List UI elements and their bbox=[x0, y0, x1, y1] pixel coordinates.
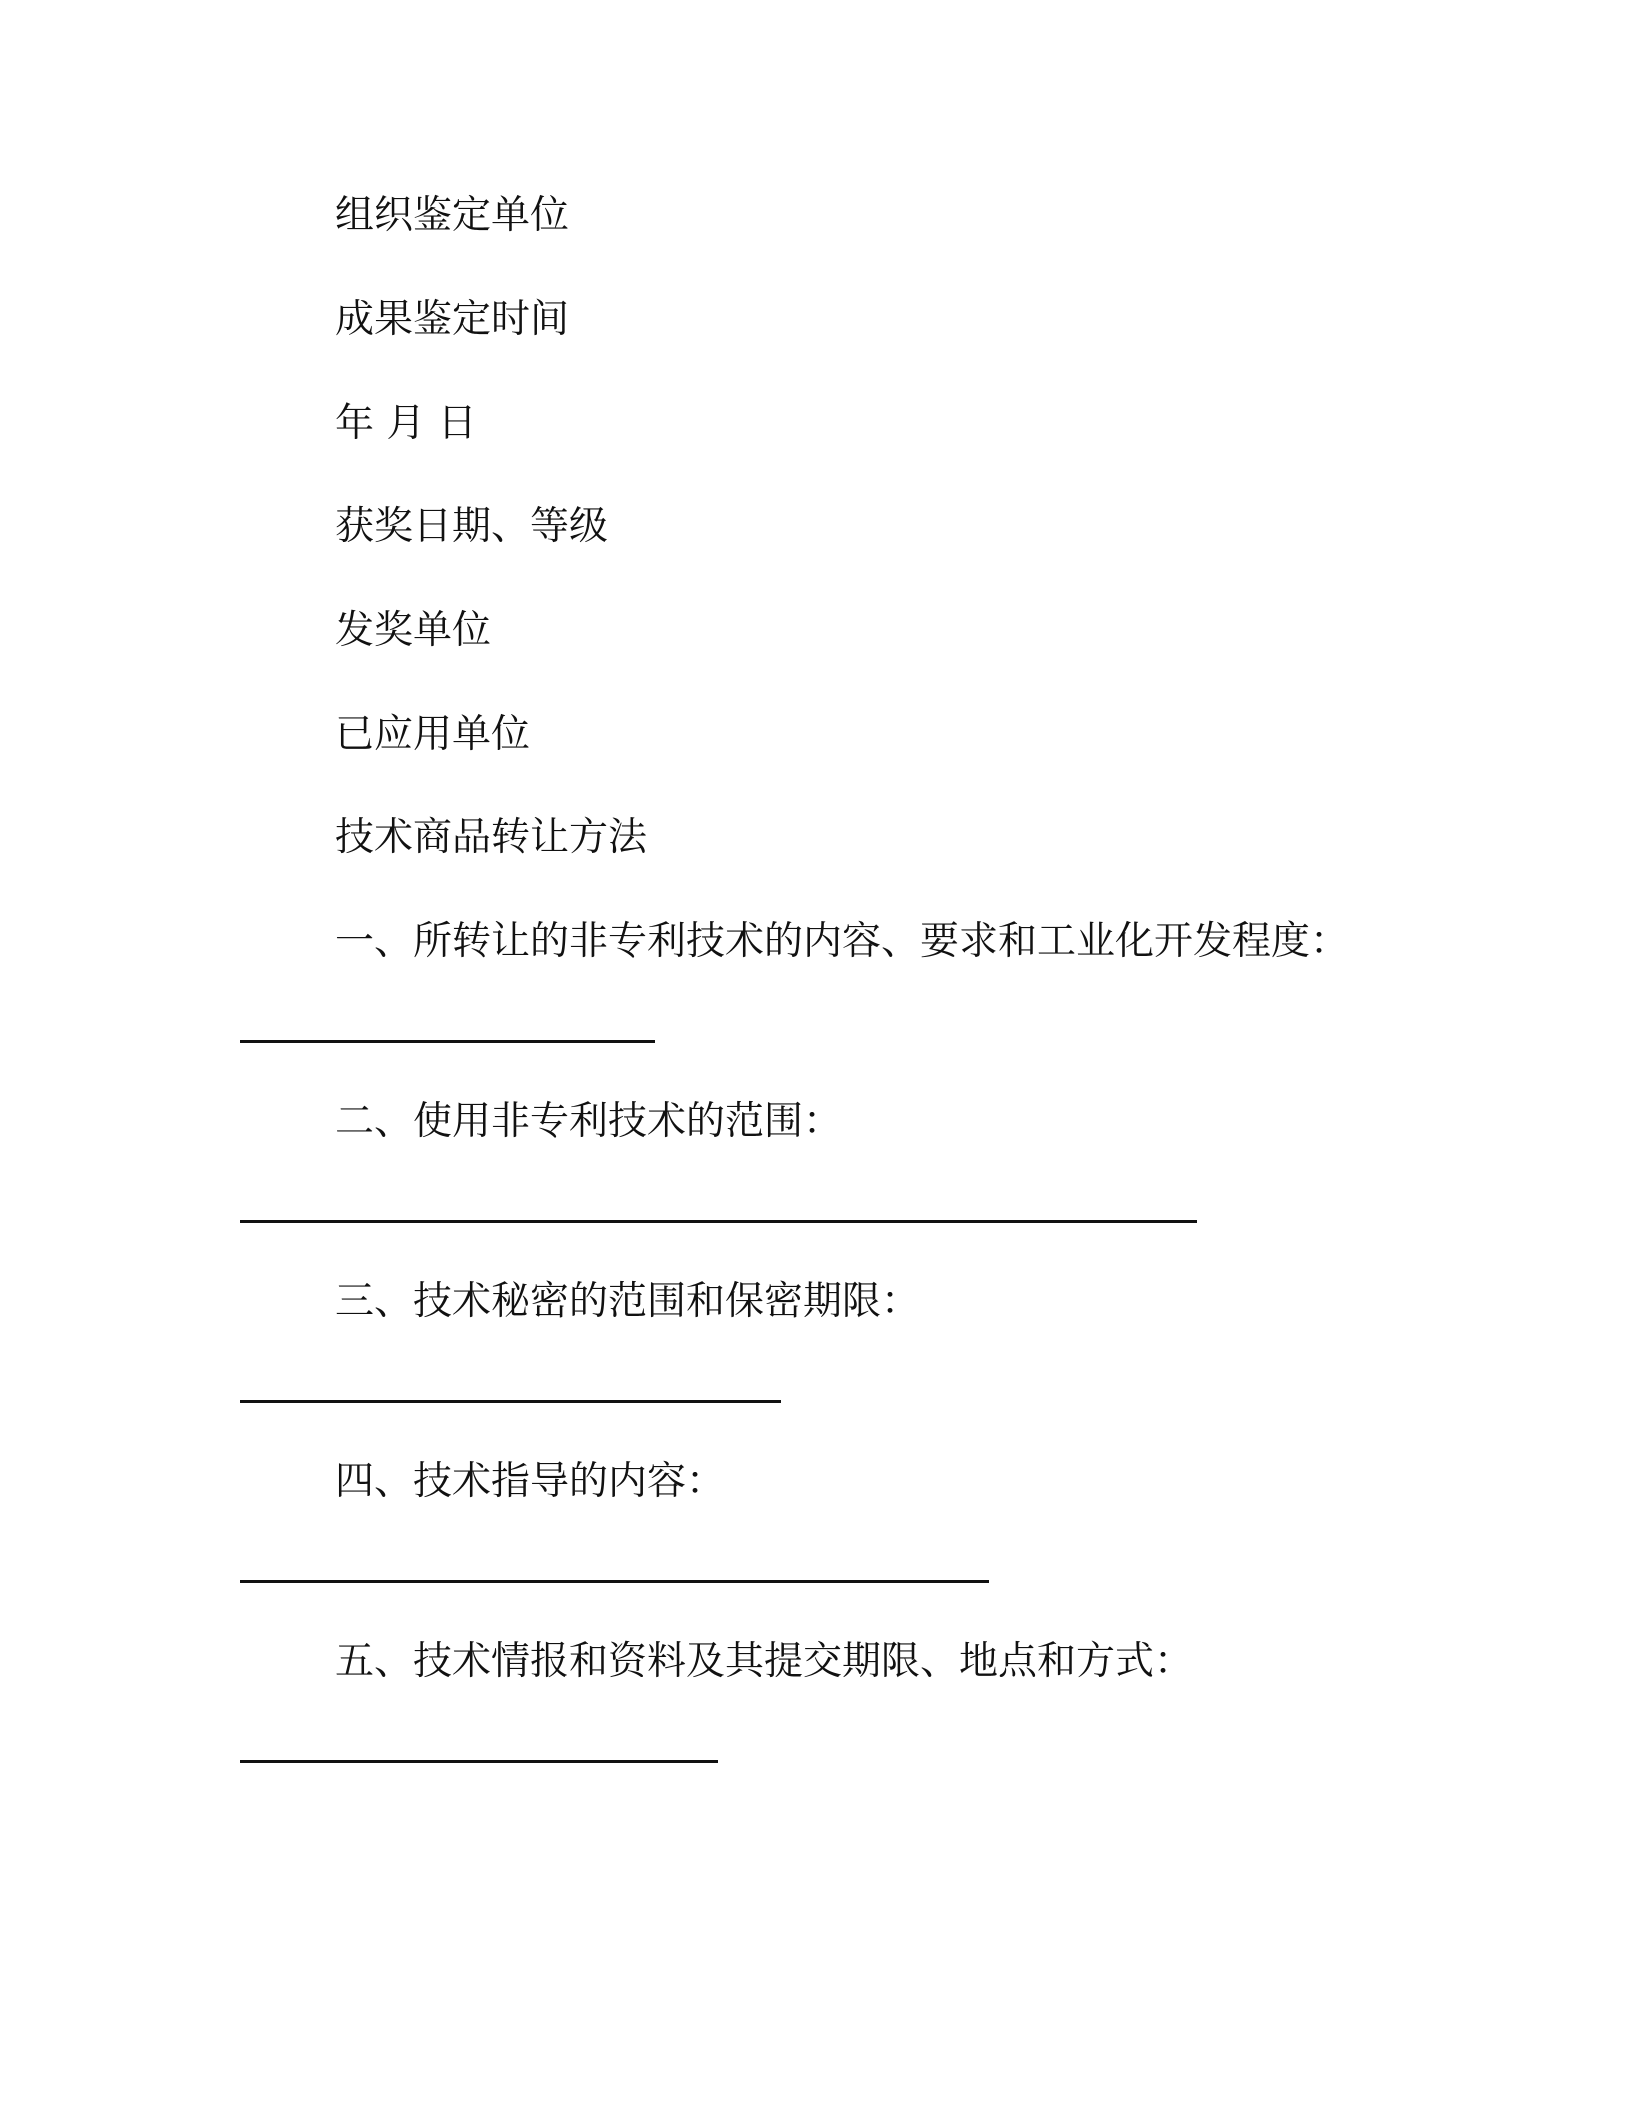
field-label-appraisal-time: 成果鉴定时间 bbox=[335, 297, 570, 342]
field-label-date: 年 月 日 bbox=[335, 401, 477, 446]
blank-line-2 bbox=[240, 1220, 1197, 1223]
blank-line-3 bbox=[240, 1400, 781, 1403]
field-label-award-date-level: 获奖日期、等级 bbox=[335, 504, 609, 549]
field-label-appraisal-organization: 组织鉴定单位 bbox=[335, 193, 570, 238]
blank-line-5 bbox=[240, 1760, 718, 1763]
field-label-award-unit: 发奖单位 bbox=[335, 608, 492, 653]
clause-heading-1: 一、所转让的非专利技术的内容、要求和工业化开发程度： bbox=[335, 919, 1350, 964]
blank-line-4 bbox=[240, 1580, 989, 1583]
clause-heading-2: 二、使用非专利技术的范围： bbox=[335, 1099, 843, 1144]
clause-heading-5: 五、技术情报和资料及其提交期限、地点和方式： bbox=[335, 1639, 1194, 1684]
field-label-applied-units: 已应用单位 bbox=[335, 712, 531, 757]
blank-line-1 bbox=[240, 1040, 655, 1043]
field-label-transfer-method: 技术商品转让方法 bbox=[335, 815, 648, 860]
clause-heading-3: 三、技术秘密的范围和保密期限： bbox=[335, 1279, 921, 1324]
clause-heading-4: 四、技术指导的内容： bbox=[335, 1459, 726, 1504]
